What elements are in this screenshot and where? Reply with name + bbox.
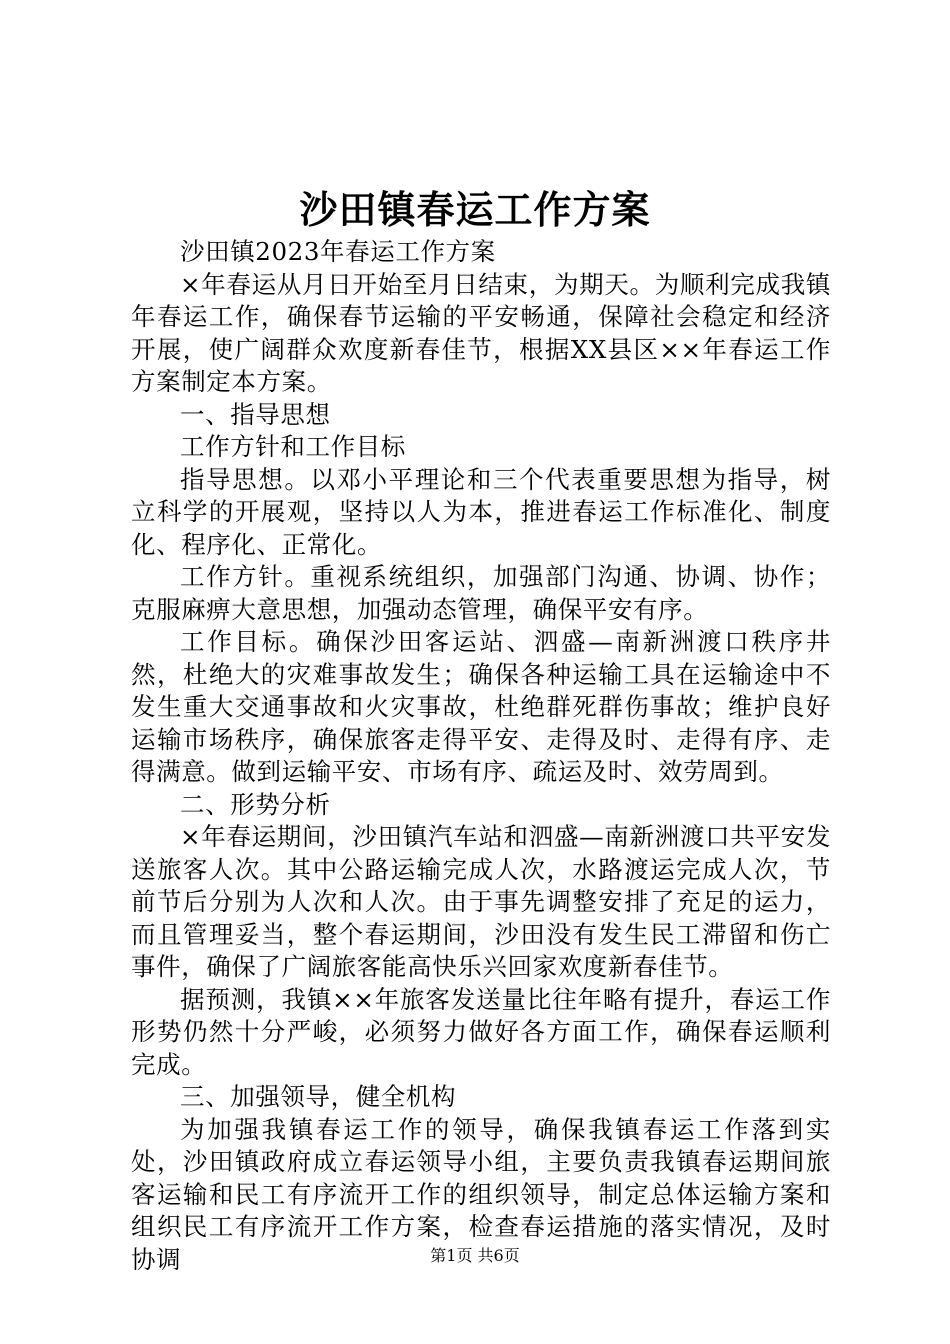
section-heading-2: 二、形势分析 (180, 789, 331, 819)
page-footer: 第1页 共6页 (430, 1246, 520, 1265)
paragraph-subtitle: 沙田镇2023年春运工作方案 (180, 237, 496, 266)
paragraph-work-guideline: 工作方针。重视系统组织，加强部门沟通、协调、协作；克服麻痹大意思想，加强动态管理，确保平安有序。 (131, 562, 831, 624)
subheading-guidelines-goals: 工作方针和工作目标 (180, 432, 406, 461)
page-title: 沙田镇春运工作方案 (299, 187, 651, 232)
section-heading-1: 一、指导思想 (180, 399, 331, 429)
document-body (131, 236, 831, 1276)
section-heading-3: 三、加强领导，健全机构 (180, 1082, 457, 1111)
paragraph-forecast: 据预测，我镇××年旅客发送量比往年略有提升，春运工作形势仍然十分严峻，必须努力做好各方面工作，确保春运顺利完成。 (131, 984, 831, 1079)
paragraph-situation: ×年春运期间，沙田镇汽车站和泗盛—南新洲渡口共平安发送旅客人次。其中公路运输完成人次，水路渡运完成人次，节前节后分别为人次和人次。由于事先调整安排了充足的运力，而且管理妥当，整个春运期间，沙田没有发生民工滞留和伤亡事件，确保了广阔旅客能高快乐兴回家欢度新春佳节。 (131, 822, 831, 981)
paragraph-leadership: 为加强我镇春运工作的领导，确保我镇春运工作落到实处，沙田镇政府成立春运领导小组，主要负责我镇春运期间旅客运输和民工有序流开工作的组织领导，制定总体运输方案和组织民工有序流开工作方案，检查春运措施的落实情况，及时协调 (131, 1114, 831, 1274)
paragraph-work-goal: 工作目标。确保沙田客运站、泗盛—南新洲渡口秩序井然，杜绝大的灾难事故发生；确保各种运输工具在运输途中不发生重大交通事故和火灾事故，杜绝群死群伤事故；维护良好运输市场秩序，确保旅客走得平安、走得及时、走得有序、走得满意。做到运输平安、市场有序、疏运及时、效劳周到。 (131, 627, 831, 786)
paragraph-intro: ×年春运从月日开始至月日结束，为期天。为顺利完成我镇年春运工作，确保春节运输的平安畅通，保障社会稳定和经济开展，使广阔群众欢度新春佳节，根据XX县区××年春运工作方案制定本方案。 (131, 269, 831, 396)
paragraph-guiding-ideology: 指导思想。以邓小平理论和三个代表重要思想为指导，树立科学的开展观，坚持以人为本，推进春运工作标准化、制度化、程序化、正常化。 (131, 464, 831, 559)
